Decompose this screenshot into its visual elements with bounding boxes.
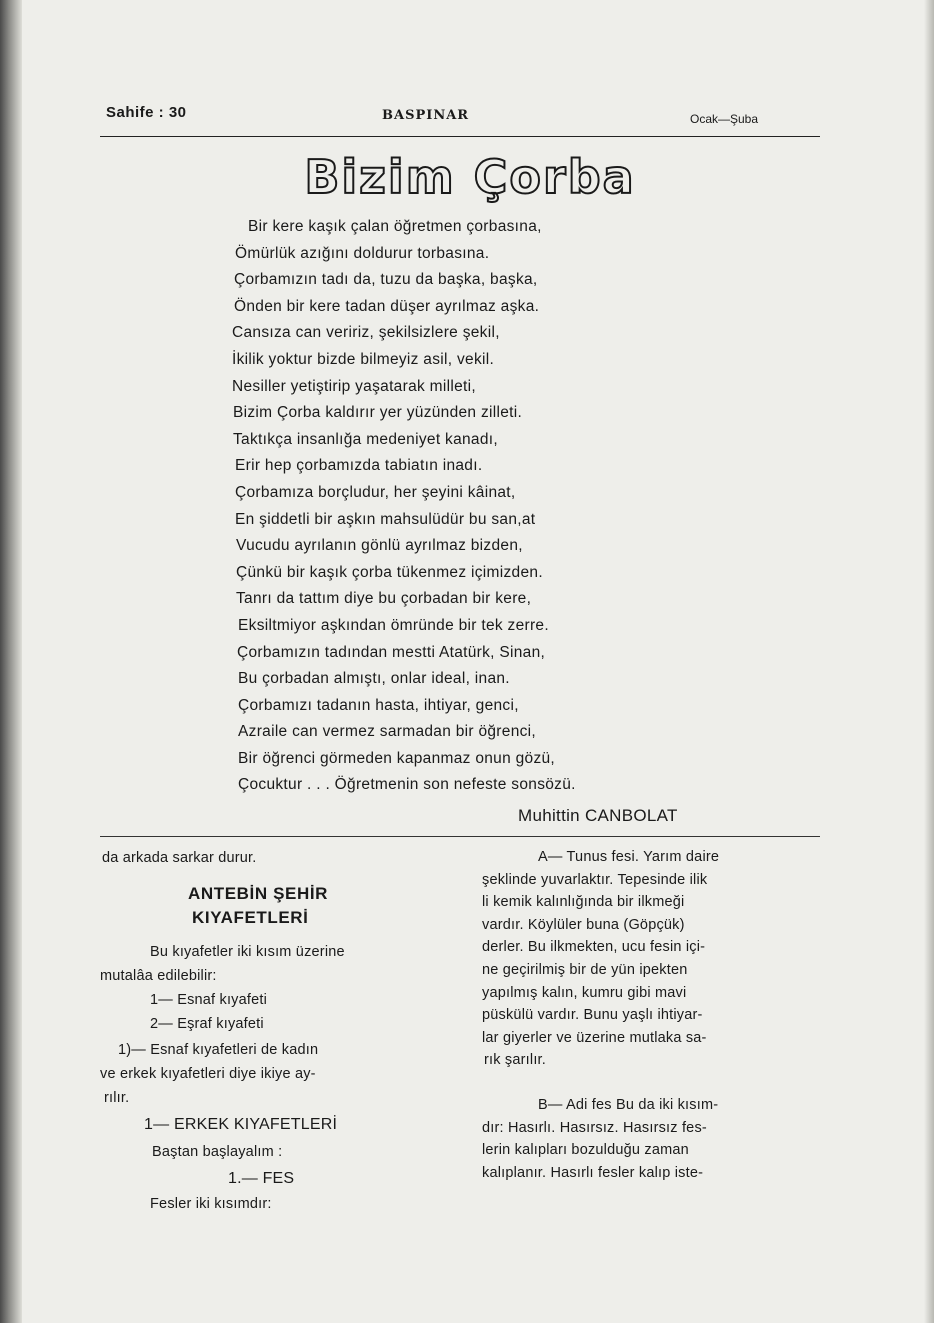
poem-line: Bu çorbadan almıştı, onlar ideal, inan.: [238, 670, 510, 688]
intro-text: da arkada sarkar durur.: [102, 850, 257, 866]
poem-author: Muhittin CANBOLAT: [518, 806, 678, 825]
paragraph-line: rık şarılır.: [484, 1052, 547, 1069]
article-heading: ANTEBİN ŞEHİR: [188, 884, 329, 903]
subheading: 1.— FES: [228, 1170, 295, 1187]
poem-line: Bir kere kaşık çalan öğretmen çorbasına,: [248, 218, 542, 235]
poem-line: Bir öğrenci görmeden kapanmaz onun gözü,: [238, 749, 556, 767]
poem-line: Nesiller yetiştirip yaşatarak milleti,: [232, 377, 476, 395]
page-header: [100, 100, 820, 140]
article-heading: KIYAFETLERİ: [192, 908, 309, 927]
paragraph-line: derler. Bu ilkmekten, ucu fesin içi-: [482, 939, 706, 956]
page-edge-right: [924, 0, 934, 1323]
paragraph-line: vardır. Köylüler buna (Göpçük): [482, 916, 685, 933]
paragraph-line: kalıplanır. Hasırlı fesler kalıp iste-: [482, 1164, 704, 1181]
magazine-name: BASPINAR: [382, 108, 470, 123]
poem-line: Çünkü bir kaşık çorba tükenmez içimizden.: [236, 563, 543, 581]
paragraph-line: lar giyerler ve üzerine mutlaka sa-: [482, 1029, 707, 1046]
poem-line: Çorbamızın tadından mestti Atatürk, Sinan,: [237, 643, 546, 661]
poem-line: Önden bir kere tadan düşer ayrılmaz aşka.: [234, 297, 540, 315]
paragraph-line: ve erkek kıyafetleri diye ikiye ay-: [100, 1066, 316, 1082]
issue-date: Ocak—Şuba: [690, 112, 759, 126]
article-right-column: [482, 846, 842, 1184]
poem-line: En şiddetli bir aşkın mahsulüdür bu san,at: [235, 510, 536, 528]
list-item: 2— Eşraf kıyafeti: [150, 1016, 264, 1032]
paragraph-line: B— Adi fes Bu da iki kısım-: [538, 1096, 719, 1113]
poem-line: Bizim Çorba kaldırır yer yüzünden zilleti.: [233, 404, 523, 422]
header-rule: [100, 136, 820, 137]
poem-line: Çorbamızı tadanın hasta, ihtiyar, genci,: [238, 696, 519, 714]
poem-line: Azraile can vermez sarmadan bir öğrenci,: [238, 723, 537, 741]
paragraph-line: lerin kalıpları bozulduğu zaman: [482, 1142, 689, 1159]
section-rule: [100, 836, 820, 837]
poem-line: İkilik yoktur bizde bilmeyiz asil, vekil.: [232, 350, 495, 368]
list-item: 1— Esnaf kıyafeti: [150, 992, 268, 1008]
poem-line: Çorbamızın tadı da, tuzu da başka, başka,: [234, 271, 538, 289]
paragraph-gap: [482, 1072, 842, 1094]
page-edge-shadow: [0, 0, 22, 1323]
paragraph-line: Baştan başlayalım :: [152, 1144, 283, 1160]
paragraph-line: dır: Hasırlı. Hasırsız. Hasırsız fes-: [482, 1119, 707, 1136]
page-number: Sahife : 30: [106, 104, 187, 121]
paragraph-line: rılır.: [104, 1090, 130, 1106]
poem-line: Çocuktur . . . Öğretmenin son nefeste sonsözü.: [238, 776, 576, 794]
poem-line: Cansıza can veririz, şekilsizlere şekil,: [232, 324, 500, 342]
poem-line: Tanrı da tattım diye bu çorbadan bir kere,: [236, 590, 532, 608]
poem-title: Bizim Çorba: [304, 150, 636, 204]
paragraph-line: püskülü vardır. Bunu yaşlı ihtiyar-: [482, 1007, 703, 1024]
poem-line: Ömürlük azığını doldurur torbasına.: [235, 244, 490, 262]
poem-line: Taktıkça insanlığa medeniyet kanadı,: [233, 430, 498, 448]
paragraph-line: li kemik kalınlığında bir ilkmeği: [482, 894, 685, 911]
poem-line: Çorbamıza borçludur, her şeyini kâinat,: [235, 483, 516, 501]
paragraph-line: 1)— Esnaf kıyafetleri de kadın: [118, 1042, 319, 1058]
poem-body: [230, 214, 730, 799]
paragraph-line: Fesler iki kısımdır:: [150, 1196, 272, 1212]
paragraph-line: şeklinde yuvarlaktır. Tepesinde ilik: [482, 871, 708, 888]
paragraph-line: yapılmış kalın, kumru gibi mavi: [482, 984, 687, 1001]
paragraph-line: A— Tunus fesi. Yarım daire: [538, 849, 720, 865]
paragraph-line: mutalâa edilebilir:: [100, 968, 217, 984]
paragraph-line: Bu kıyafetler iki kısım üzerine: [150, 944, 345, 960]
subheading: 1— ERKEK KIYAFETLERİ: [144, 1116, 338, 1133]
paragraph-line: ne geçirilmiş bir de yün ipekten: [482, 961, 688, 978]
poem-line: Vucudu ayrılanın gönlü ayrılmaz bizden,: [236, 537, 523, 555]
poem-line: Eksiltmiyor aşkından ömründe bir tek zerre.: [238, 616, 549, 634]
poem-line: Erir hep çorbamızda tabiatın inadı.: [235, 457, 483, 475]
